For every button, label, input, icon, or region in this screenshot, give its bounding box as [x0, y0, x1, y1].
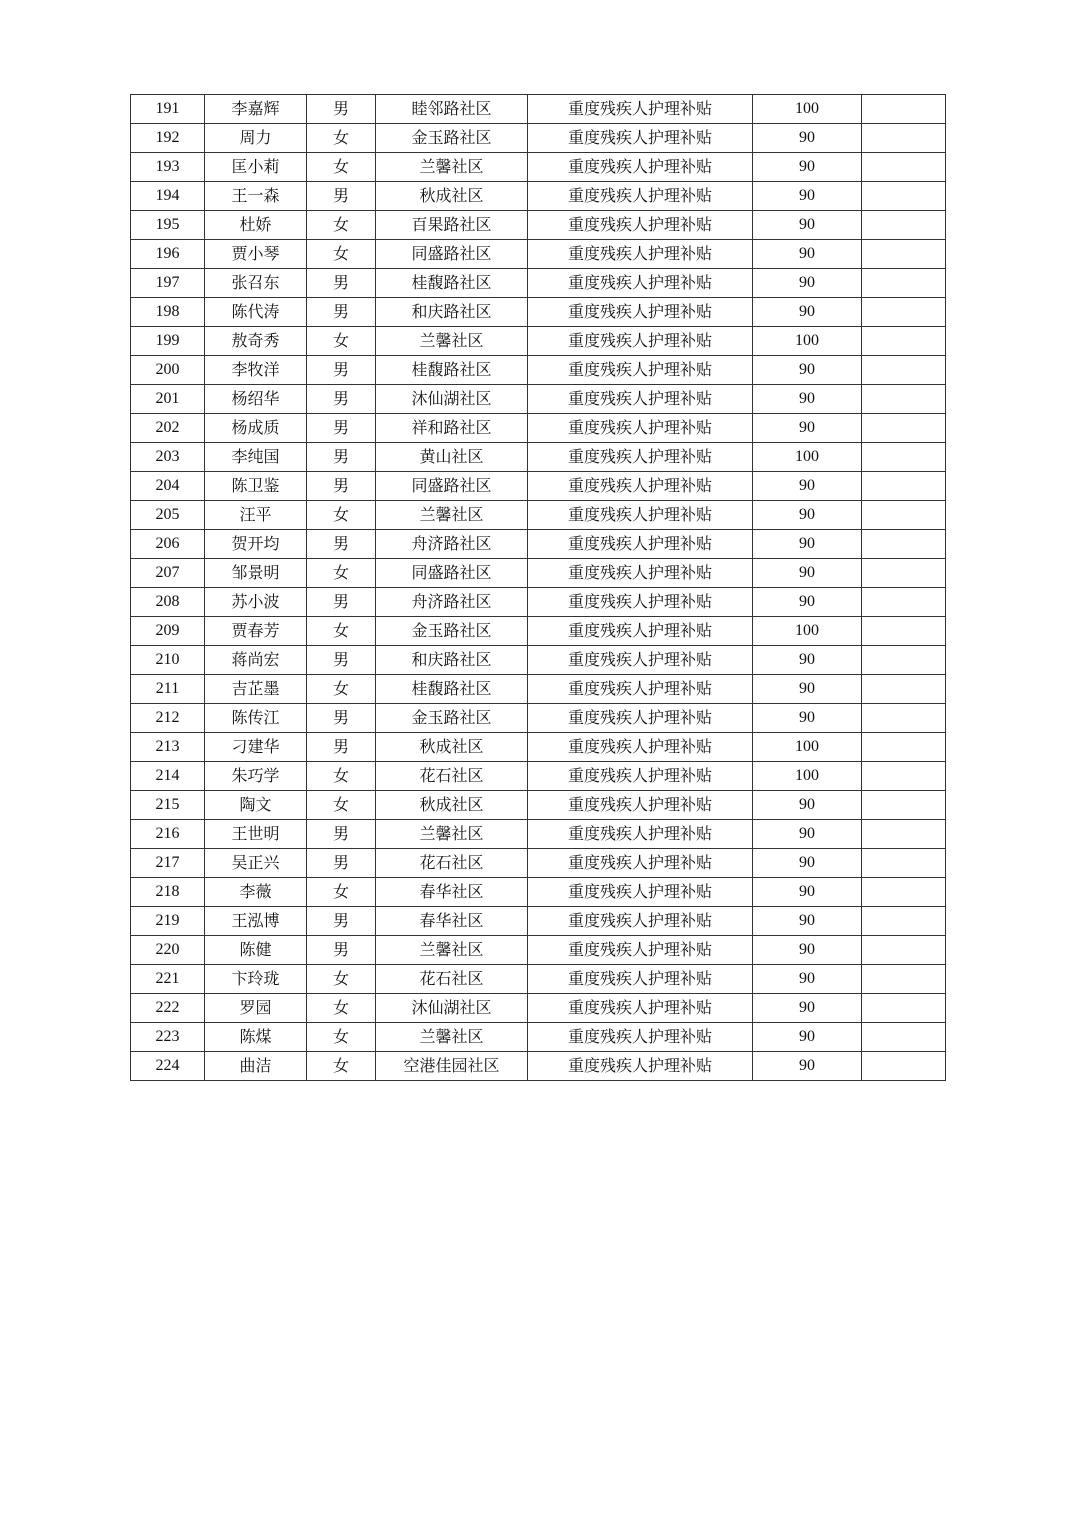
subsidy-type-cell: 重度残疾人护理补贴: [528, 559, 753, 588]
community-cell: 兰馨社区: [376, 327, 528, 356]
gender-cell: 女: [307, 153, 376, 182]
community-cell: 同盛路社区: [376, 240, 528, 269]
serial-number-cell: 224: [131, 1052, 205, 1081]
table-row: [131, 907, 946, 936]
amount-cell: 100: [753, 443, 862, 472]
remark-cell: [862, 878, 946, 907]
remark-cell: [862, 733, 946, 762]
community-cell: 兰馨社区: [376, 153, 528, 182]
subsidy-type-cell: 重度残疾人护理补贴: [528, 1052, 753, 1081]
table-row: [131, 240, 946, 269]
remark-cell: [862, 414, 946, 443]
table-row: [131, 298, 946, 327]
table-row: [131, 501, 946, 530]
subsidy-type-cell: 重度残疾人护理补贴: [528, 675, 753, 704]
gender-cell: 女: [307, 965, 376, 994]
subsidy-type-cell: 重度残疾人护理补贴: [528, 617, 753, 646]
amount-cell: 90: [753, 965, 862, 994]
amount-cell: 100: [753, 95, 862, 124]
remark-cell: [862, 936, 946, 965]
subsidy-type-cell: 重度残疾人护理补贴: [528, 965, 753, 994]
name-cell: 汪平: [205, 501, 307, 530]
serial-number-cell: 220: [131, 936, 205, 965]
serial-number-cell: 223: [131, 1023, 205, 1052]
amount-cell: 90: [753, 559, 862, 588]
gender-cell: 男: [307, 936, 376, 965]
name-cell: 陈健: [205, 936, 307, 965]
gender-cell: 男: [307, 907, 376, 936]
gender-cell: 女: [307, 617, 376, 646]
table-row: [131, 385, 946, 414]
gender-cell: 男: [307, 95, 376, 124]
amount-cell: 90: [753, 646, 862, 675]
community-cell: 花石社区: [376, 965, 528, 994]
gender-cell: 男: [307, 298, 376, 327]
name-cell: 王世明: [205, 820, 307, 849]
name-cell: 杨绍华: [205, 385, 307, 414]
community-cell: 同盛路社区: [376, 472, 528, 501]
remark-cell: [862, 501, 946, 530]
table-row: [131, 936, 946, 965]
table-row: [131, 762, 946, 791]
serial-number-cell: 196: [131, 240, 205, 269]
community-cell: 兰馨社区: [376, 820, 528, 849]
community-cell: 金玉路社区: [376, 704, 528, 733]
subsidy-type-cell: 重度残疾人护理补贴: [528, 269, 753, 298]
subsidy-type-cell: 重度残疾人护理补贴: [528, 501, 753, 530]
gender-cell: 男: [307, 820, 376, 849]
community-cell: 和庆路社区: [376, 298, 528, 327]
name-cell: 杨成质: [205, 414, 307, 443]
gender-cell: 女: [307, 1052, 376, 1081]
table-row: [131, 182, 946, 211]
name-cell: 陶文: [205, 791, 307, 820]
remark-cell: [862, 472, 946, 501]
subsidy-type-cell: 重度残疾人护理补贴: [528, 849, 753, 878]
subsidy-type-cell: 重度残疾人护理补贴: [528, 878, 753, 907]
subsidy-type-cell: 重度残疾人护理补贴: [528, 211, 753, 240]
community-cell: 兰馨社区: [376, 1023, 528, 1052]
subsidy-type-cell: 重度残疾人护理补贴: [528, 356, 753, 385]
amount-cell: 100: [753, 327, 862, 356]
serial-number-cell: 195: [131, 211, 205, 240]
serial-number-cell: 217: [131, 849, 205, 878]
remark-cell: [862, 646, 946, 675]
gender-cell: 女: [307, 1023, 376, 1052]
community-cell: 沐仙湖社区: [376, 385, 528, 414]
table-row: [131, 530, 946, 559]
serial-number-cell: 207: [131, 559, 205, 588]
gender-cell: 男: [307, 414, 376, 443]
community-cell: 同盛路社区: [376, 559, 528, 588]
subsidy-type-cell: 重度残疾人护理补贴: [528, 704, 753, 733]
gender-cell: 女: [307, 762, 376, 791]
table-row: [131, 849, 946, 878]
name-cell: 王一森: [205, 182, 307, 211]
gender-cell: 男: [307, 849, 376, 878]
serial-number-cell: 215: [131, 791, 205, 820]
community-cell: 沐仙湖社区: [376, 994, 528, 1023]
table-row: [131, 472, 946, 501]
name-cell: 周力: [205, 124, 307, 153]
serial-number-cell: 197: [131, 269, 205, 298]
table-row: [131, 704, 946, 733]
gender-cell: 女: [307, 791, 376, 820]
amount-cell: 90: [753, 153, 862, 182]
gender-cell: 女: [307, 240, 376, 269]
community-cell: 睦邻路社区: [376, 95, 528, 124]
remark-cell: [862, 994, 946, 1023]
name-cell: 朱巧学: [205, 762, 307, 791]
gender-cell: 男: [307, 588, 376, 617]
subsidy-type-cell: 重度残疾人护理补贴: [528, 385, 753, 414]
amount-cell: 90: [753, 530, 862, 559]
table-row: [131, 124, 946, 153]
table-row: [131, 414, 946, 443]
subsidy-type-cell: 重度残疾人护理补贴: [528, 414, 753, 443]
amount-cell: 90: [753, 211, 862, 240]
table-row: [131, 211, 946, 240]
name-cell: 卞玲珑: [205, 965, 307, 994]
table-row: [131, 588, 946, 617]
gender-cell: 男: [307, 530, 376, 559]
amount-cell: 90: [753, 820, 862, 849]
name-cell: 刁建华: [205, 733, 307, 762]
remark-cell: [862, 385, 946, 414]
amount-cell: 90: [753, 704, 862, 733]
subsidy-type-cell: 重度残疾人护理补贴: [528, 124, 753, 153]
gender-cell: 女: [307, 675, 376, 704]
amount-cell: 90: [753, 414, 862, 443]
amount-cell: 90: [753, 675, 862, 704]
amount-cell: 90: [753, 356, 862, 385]
name-cell: 曲洁: [205, 1052, 307, 1081]
remark-cell: [862, 820, 946, 849]
gender-cell: 女: [307, 327, 376, 356]
remark-cell: [862, 182, 946, 211]
table-row: [131, 1052, 946, 1081]
remark-cell: [862, 153, 946, 182]
gender-cell: 男: [307, 385, 376, 414]
gender-cell: 男: [307, 646, 376, 675]
table-row: [131, 733, 946, 762]
community-cell: 秋成社区: [376, 733, 528, 762]
name-cell: 罗园: [205, 994, 307, 1023]
community-cell: 花石社区: [376, 762, 528, 791]
name-cell: 李薇: [205, 878, 307, 907]
amount-cell: 90: [753, 791, 862, 820]
name-cell: 陈传江: [205, 704, 307, 733]
serial-number-cell: 216: [131, 820, 205, 849]
community-cell: 舟济路社区: [376, 530, 528, 559]
amount-cell: 90: [753, 501, 862, 530]
subsidy-type-cell: 重度残疾人护理补贴: [528, 733, 753, 762]
amount-cell: 90: [753, 849, 862, 878]
community-cell: 祥和路社区: [376, 414, 528, 443]
serial-number-cell: 221: [131, 965, 205, 994]
serial-number-cell: 213: [131, 733, 205, 762]
subsidy-type-cell: 重度残疾人护理补贴: [528, 791, 753, 820]
remark-cell: [862, 907, 946, 936]
amount-cell: 100: [753, 733, 862, 762]
table-row: [131, 791, 946, 820]
gender-cell: 男: [307, 356, 376, 385]
community-cell: 兰馨社区: [376, 936, 528, 965]
remark-cell: [862, 530, 946, 559]
serial-number-cell: 194: [131, 182, 205, 211]
table-row: [131, 327, 946, 356]
name-cell: 张召东: [205, 269, 307, 298]
subsidy-type-cell: 重度残疾人护理补贴: [528, 443, 753, 472]
subsidy-type-cell: 重度残疾人护理补贴: [528, 820, 753, 849]
amount-cell: 90: [753, 1023, 862, 1052]
community-cell: 花石社区: [376, 849, 528, 878]
serial-number-cell: 201: [131, 385, 205, 414]
remark-cell: [862, 298, 946, 327]
gender-cell: 男: [307, 704, 376, 733]
serial-number-cell: 203: [131, 443, 205, 472]
serial-number-cell: 212: [131, 704, 205, 733]
name-cell: 敖奇秀: [205, 327, 307, 356]
remark-cell: [862, 762, 946, 791]
community-cell: 春华社区: [376, 907, 528, 936]
name-cell: 陈卫鉴: [205, 472, 307, 501]
remark-cell: [862, 559, 946, 588]
community-cell: 黄山社区: [376, 443, 528, 472]
amount-cell: 90: [753, 182, 862, 211]
remark-cell: [862, 95, 946, 124]
subsidy-type-cell: 重度残疾人护理补贴: [528, 1023, 753, 1052]
subsidy-type-cell: 重度残疾人护理补贴: [528, 240, 753, 269]
serial-number-cell: 214: [131, 762, 205, 791]
gender-cell: 女: [307, 559, 376, 588]
amount-cell: 90: [753, 994, 862, 1023]
name-cell: 贾小琴: [205, 240, 307, 269]
amount-cell: 90: [753, 472, 862, 501]
subsidy-type-cell: 重度残疾人护理补贴: [528, 530, 753, 559]
amount-cell: 90: [753, 124, 862, 153]
serial-number-cell: 200: [131, 356, 205, 385]
table-row: [131, 153, 946, 182]
remark-cell: [862, 356, 946, 385]
serial-number-cell: 191: [131, 95, 205, 124]
subsidy-type-cell: 重度残疾人护理补贴: [528, 588, 753, 617]
gender-cell: 男: [307, 472, 376, 501]
gender-cell: 女: [307, 124, 376, 153]
gender-cell: 男: [307, 182, 376, 211]
community-cell: 桂馥路社区: [376, 356, 528, 385]
amount-cell: 90: [753, 385, 862, 414]
remark-cell: [862, 617, 946, 646]
community-cell: 百果路社区: [376, 211, 528, 240]
name-cell: 李嘉辉: [205, 95, 307, 124]
serial-number-cell: 211: [131, 675, 205, 704]
remark-cell: [862, 1023, 946, 1052]
amount-cell: 90: [753, 298, 862, 327]
gender-cell: 男: [307, 733, 376, 762]
table-row: [131, 646, 946, 675]
gender-cell: 女: [307, 878, 376, 907]
community-cell: 桂馥路社区: [376, 269, 528, 298]
name-cell: 陈煤: [205, 1023, 307, 1052]
remark-cell: [862, 269, 946, 298]
amount-cell: 90: [753, 269, 862, 298]
serial-number-cell: 192: [131, 124, 205, 153]
remark-cell: [862, 211, 946, 240]
amount-cell: 100: [753, 617, 862, 646]
name-cell: 吉芷墨: [205, 675, 307, 704]
serial-number-cell: 209: [131, 617, 205, 646]
table-row: [131, 356, 946, 385]
remark-cell: [862, 965, 946, 994]
serial-number-cell: 198: [131, 298, 205, 327]
table-row: [131, 559, 946, 588]
name-cell: 杜娇: [205, 211, 307, 240]
name-cell: 邹景明: [205, 559, 307, 588]
subsidy-type-cell: 重度残疾人护理补贴: [528, 936, 753, 965]
community-cell: 金玉路社区: [376, 617, 528, 646]
name-cell: 贺开均: [205, 530, 307, 559]
serial-number-cell: 218: [131, 878, 205, 907]
remark-cell: [862, 675, 946, 704]
community-cell: 舟济路社区: [376, 588, 528, 617]
community-cell: 春华社区: [376, 878, 528, 907]
remark-cell: [862, 443, 946, 472]
amount-cell: 90: [753, 907, 862, 936]
serial-number-cell: 204: [131, 472, 205, 501]
remark-cell: [862, 704, 946, 733]
serial-number-cell: 202: [131, 414, 205, 443]
serial-number-cell: 208: [131, 588, 205, 617]
gender-cell: 女: [307, 501, 376, 530]
amount-cell: 90: [753, 878, 862, 907]
table-row: [131, 994, 946, 1023]
table-row: [131, 617, 946, 646]
amount-cell: 90: [753, 1052, 862, 1081]
subsidy-type-cell: 重度残疾人护理补贴: [528, 472, 753, 501]
table-row: [131, 878, 946, 907]
remark-cell: [862, 327, 946, 356]
gender-cell: 女: [307, 994, 376, 1023]
subsidy-type-cell: 重度残疾人护理补贴: [528, 95, 753, 124]
name-cell: 陈代涛: [205, 298, 307, 327]
table-row: [131, 269, 946, 298]
community-cell: 桂馥路社区: [376, 675, 528, 704]
table-row: [131, 965, 946, 994]
serial-number-cell: 199: [131, 327, 205, 356]
name-cell: 匡小莉: [205, 153, 307, 182]
remark-cell: [862, 791, 946, 820]
gender-cell: 女: [307, 211, 376, 240]
community-cell: 空港佳园社区: [376, 1052, 528, 1081]
name-cell: 蒋尚宏: [205, 646, 307, 675]
amount-cell: 100: [753, 762, 862, 791]
community-cell: 和庆路社区: [376, 646, 528, 675]
remark-cell: [862, 1052, 946, 1081]
remark-cell: [862, 124, 946, 153]
subsidy-type-cell: 重度残疾人护理补贴: [528, 298, 753, 327]
community-cell: 秋成社区: [376, 182, 528, 211]
table-row: [131, 95, 946, 124]
subsidy-type-cell: 重度残疾人护理补贴: [528, 907, 753, 936]
serial-number-cell: 219: [131, 907, 205, 936]
name-cell: 吴正兴: [205, 849, 307, 878]
name-cell: 王泓博: [205, 907, 307, 936]
subsidy-type-cell: 重度残疾人护理补贴: [528, 153, 753, 182]
subsidy-type-cell: 重度残疾人护理补贴: [528, 182, 753, 211]
table-row: [131, 675, 946, 704]
remark-cell: [862, 849, 946, 878]
amount-cell: 90: [753, 936, 862, 965]
name-cell: 李牧洋: [205, 356, 307, 385]
amount-cell: 90: [753, 240, 862, 269]
table-row: [131, 443, 946, 472]
community-cell: 秋成社区: [376, 791, 528, 820]
table-row: [131, 820, 946, 849]
serial-number-cell: 205: [131, 501, 205, 530]
community-cell: 金玉路社区: [376, 124, 528, 153]
community-cell: 兰馨社区: [376, 501, 528, 530]
subsidy-type-cell: 重度残疾人护理补贴: [528, 762, 753, 791]
serial-number-cell: 210: [131, 646, 205, 675]
serial-number-cell: 206: [131, 530, 205, 559]
table-row: [131, 1023, 946, 1052]
remark-cell: [862, 240, 946, 269]
name-cell: 苏小波: [205, 588, 307, 617]
subsidy-type-cell: 重度残疾人护理补贴: [528, 646, 753, 675]
subsidy-type-cell: 重度残疾人护理补贴: [528, 327, 753, 356]
serial-number-cell: 222: [131, 994, 205, 1023]
name-cell: 李纯国: [205, 443, 307, 472]
subsidy-roster-table: [130, 94, 946, 1081]
subsidy-type-cell: 重度残疾人护理补贴: [528, 994, 753, 1023]
remark-cell: [862, 588, 946, 617]
name-cell: 贾春芳: [205, 617, 307, 646]
gender-cell: 男: [307, 443, 376, 472]
serial-number-cell: 193: [131, 153, 205, 182]
gender-cell: 男: [307, 269, 376, 298]
amount-cell: 90: [753, 588, 862, 617]
roster-body: [131, 95, 946, 1081]
